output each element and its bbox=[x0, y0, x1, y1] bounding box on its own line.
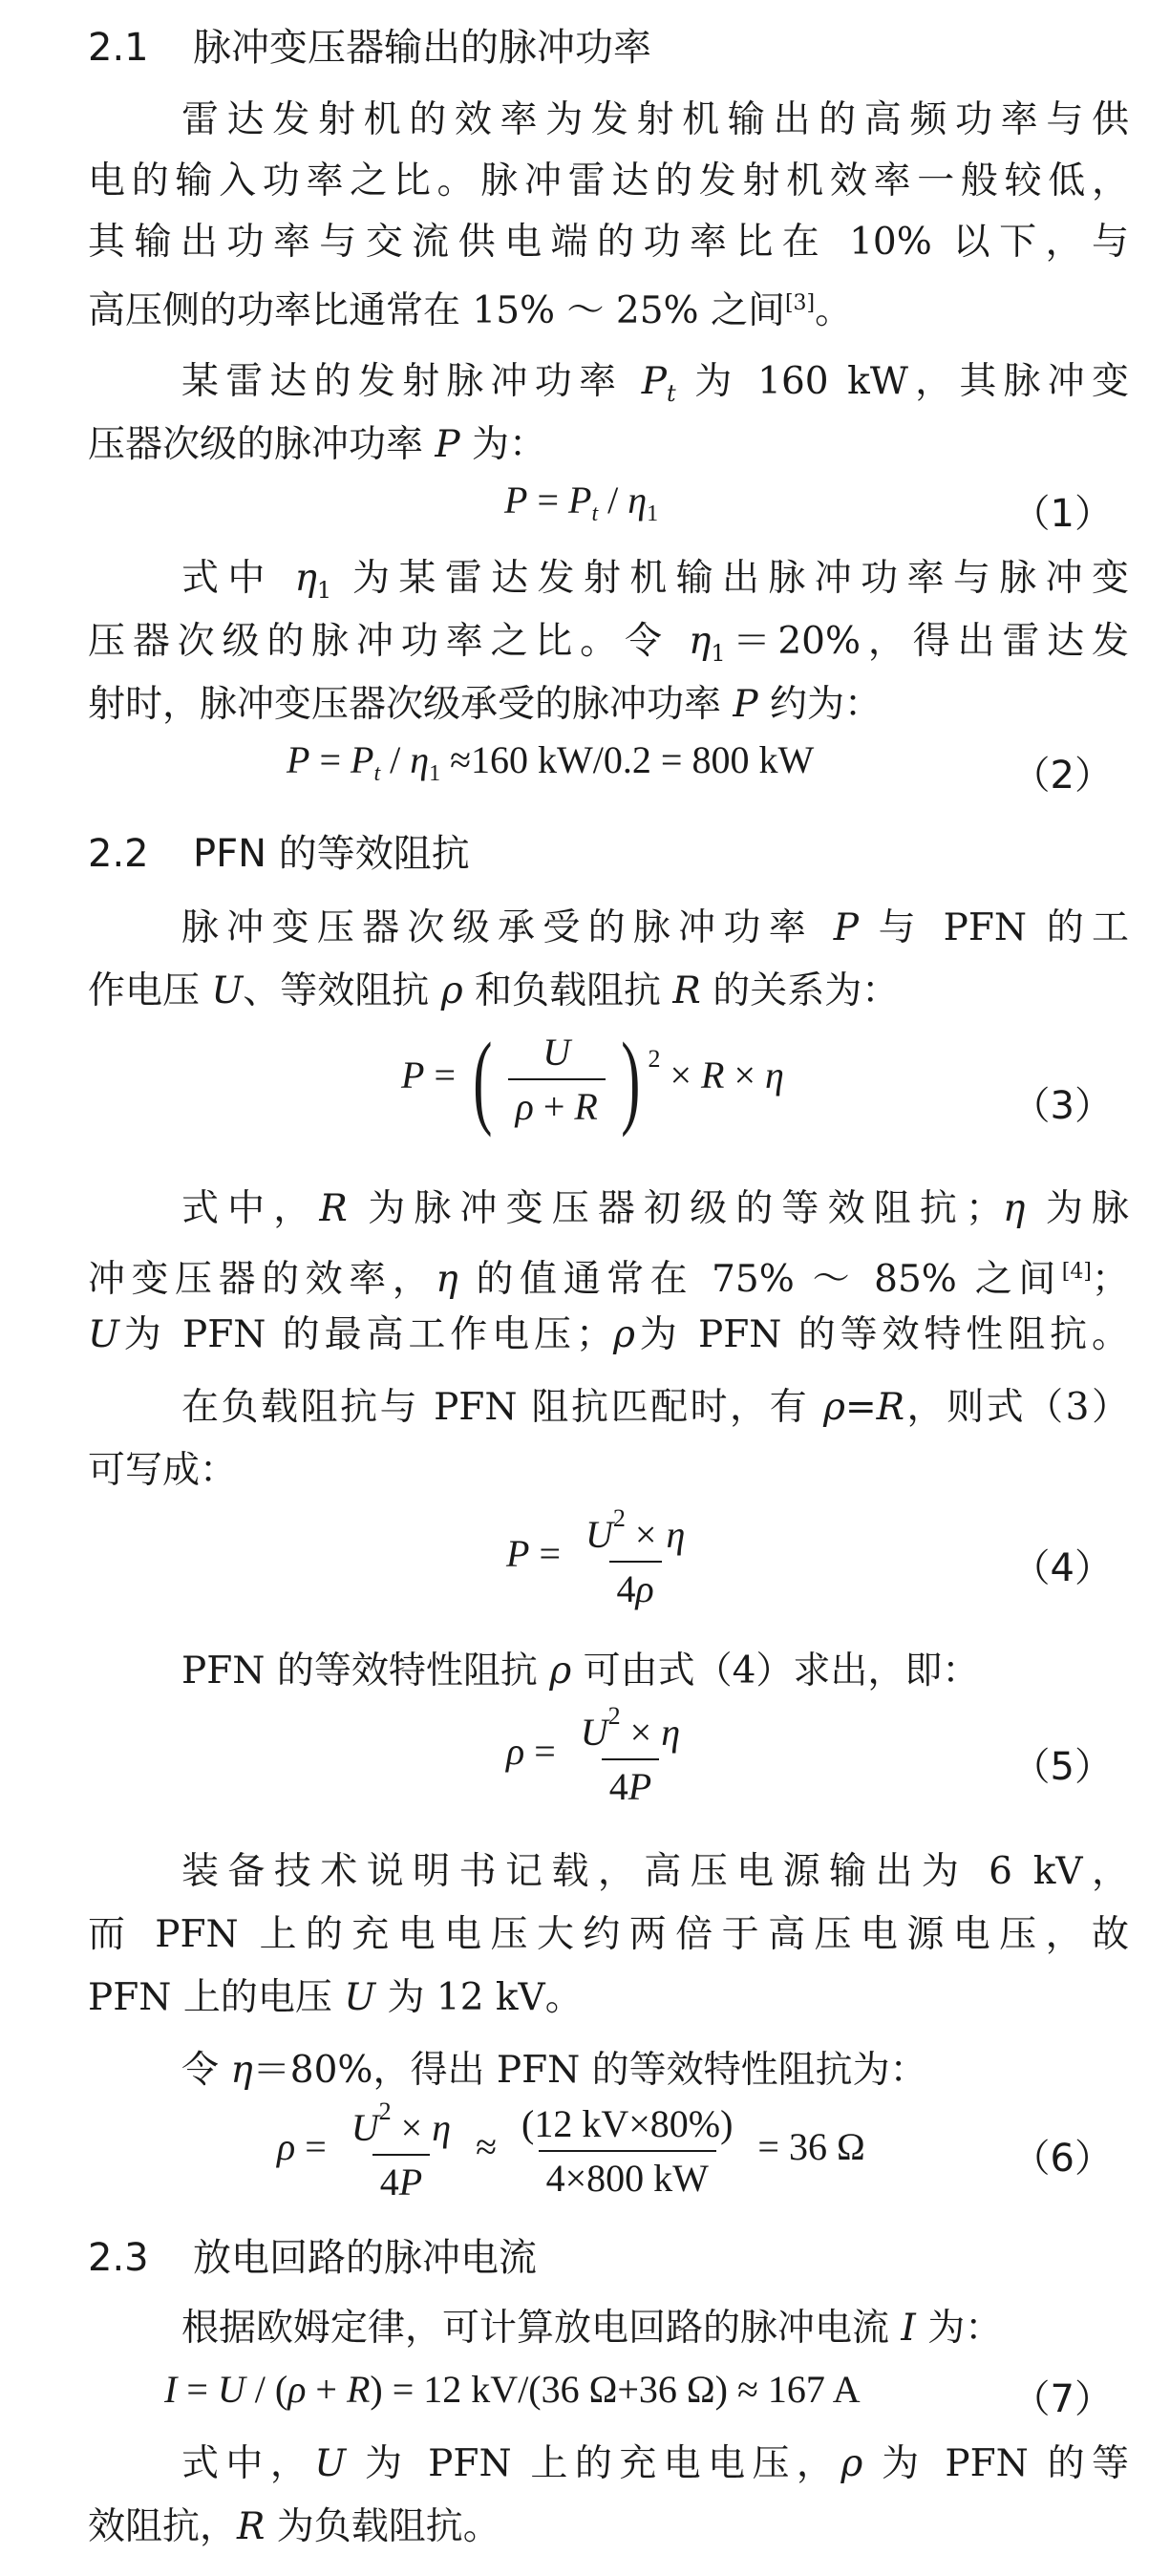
paragraph-line: 在负载阻抗与 PFN 阻抗匹配时，有 ρ=R，则式（3） bbox=[181, 1386, 1129, 1429]
paragraph-line: 脉冲变压器次级承受的脉冲功率 P 与 PFN 的工 bbox=[181, 906, 1129, 949]
paragraph-line: 式中，U 为 PFN 上的充电电压，ρ 为 PFN 的等 bbox=[181, 2442, 1129, 2485]
equation-4: P = $\frac{U^2 \times \eta}{4\rho}$ bbox=[506, 1504, 686, 1610]
paragraph-line: 其输出功率与交流供电端的功率比在 10% 以下，与 bbox=[88, 221, 1129, 264]
section-heading-2-1 bbox=[88, 21, 651, 75]
paragraph-line: 高压侧的功率比通常在 15% ～ 25% 之间[3]。 bbox=[88, 289, 853, 332]
citation-ref: [4] bbox=[1061, 1260, 1092, 1284]
equation-number: （6） bbox=[1011, 2137, 1113, 2181]
paragraph-line: U为 PFN 的最高工作电压；ρ为 PFN 的等效特性阻抗。 bbox=[88, 1313, 1129, 1356]
paragraph-line: 装备技术说明书记载，高压电源输出为 6 kV， bbox=[181, 1850, 1129, 1893]
paragraph-line: 令 η＝80%，得出 PFN 的等效特性阻抗为： bbox=[181, 2049, 927, 2092]
section-title: 脉冲变压器输出的脉冲功率 bbox=[193, 26, 651, 70]
paragraph-line: 作电压 U、等效阻抗 ρ 和负载阻抗 R 的关系为： bbox=[88, 969, 900, 1012]
paragraph-line: 根据欧姆定律，可计算放电回路的脉冲电流 I 为： bbox=[181, 2307, 1003, 2350]
section-number: 2.3 bbox=[88, 2236, 149, 2280]
paragraph-line: 某雷达的发射脉冲功率 $P_t$ 为 160 kW，其脉冲变 bbox=[181, 360, 1129, 407]
paragraph-line: 式中 $\eta_1$ 为某雷达发射机输出脉冲功率与脉冲变 bbox=[181, 557, 1129, 604]
paragraph-line: 冲变压器的效率，η 的值通常在 75% ～ 85% 之间[4]； bbox=[88, 1258, 1129, 1301]
paragraph-line: PFN 的等效特性阻抗 ρ 可由式（4）求出，即： bbox=[181, 1650, 980, 1692]
section-title: 放电回路的脉冲电流 bbox=[193, 2236, 537, 2280]
equation-5: ρ = $\frac{U^2 \times \eta}{4P}$ bbox=[506, 1702, 681, 1808]
equation-number: （4） bbox=[1011, 1546, 1113, 1590]
equation-number: （5） bbox=[1011, 1745, 1113, 1789]
equation-number: （7） bbox=[1011, 2377, 1113, 2421]
equation-number: （2） bbox=[1011, 754, 1113, 798]
paragraph-line: 式中，R 为脉冲变压器初级的等效阻抗；η 为脉 bbox=[181, 1187, 1129, 1230]
paragraph-line: PFN 上的电压 U 为 12 kV。 bbox=[88, 1976, 583, 2019]
paragraph-line: 射时，脉冲变压器次级承受的脉冲功率 P 约为： bbox=[88, 683, 883, 726]
citation-ref: [3] bbox=[784, 291, 816, 315]
paragraph-line: 而 PFN 上的充电电压大约两倍于高压电源电压，故 bbox=[88, 1913, 1129, 1956]
equation-number: （1） bbox=[1011, 492, 1113, 536]
section-heading-2-3 bbox=[88, 2231, 537, 2285]
paragraph-line: 电的输入功率之比。脉冲雷达的发射机效率一般较低， bbox=[88, 160, 1129, 202]
paragraph-line: 压器次级的脉冲功率之比。令 $\eta_1=20\%$，得出雷达发 bbox=[88, 620, 1129, 667]
equation-3: P = ( $\frac{U}{\rho + R}$ ) $^2$ × R × η bbox=[401, 1021, 784, 1138]
paragraph-line: 压器次级的脉冲功率 P 为： bbox=[88, 423, 547, 466]
paragraph-line: 效阻抗，R 为负载阻抗。 bbox=[88, 2505, 500, 2548]
equation-7: I = U / (ρ + R) = 12 kV/(36 Ω+36 Ω) ≈ 167 A bbox=[164, 2368, 861, 2411]
section-title: PFN 的等效阻抗 bbox=[193, 832, 470, 876]
equation-2: $P = P_t / \eta_1 \approx 160$ kW/0.2 = 800 kW bbox=[287, 738, 815, 786]
equation-1: $P = P_t / \eta_1$ bbox=[504, 479, 659, 526]
section-heading-2-2 bbox=[88, 827, 470, 881]
paragraph-line: 可写成： bbox=[88, 1449, 238, 1492]
equation-6: ρ = $\frac{U^2 \times \eta}{4P}$ ≈ $\frac{(12 kV\times 80\%)}{4\times 800 kW}$ = 36 Ω bbox=[277, 2097, 865, 2203]
paragraph-line: 雷达发射机的效率为发射机输出的高频功率与供 bbox=[181, 98, 1129, 141]
section-number: 2.2 bbox=[88, 832, 149, 876]
section-number: 2.1 bbox=[88, 26, 149, 70]
equation-number: （3） bbox=[1011, 1084, 1113, 1128]
